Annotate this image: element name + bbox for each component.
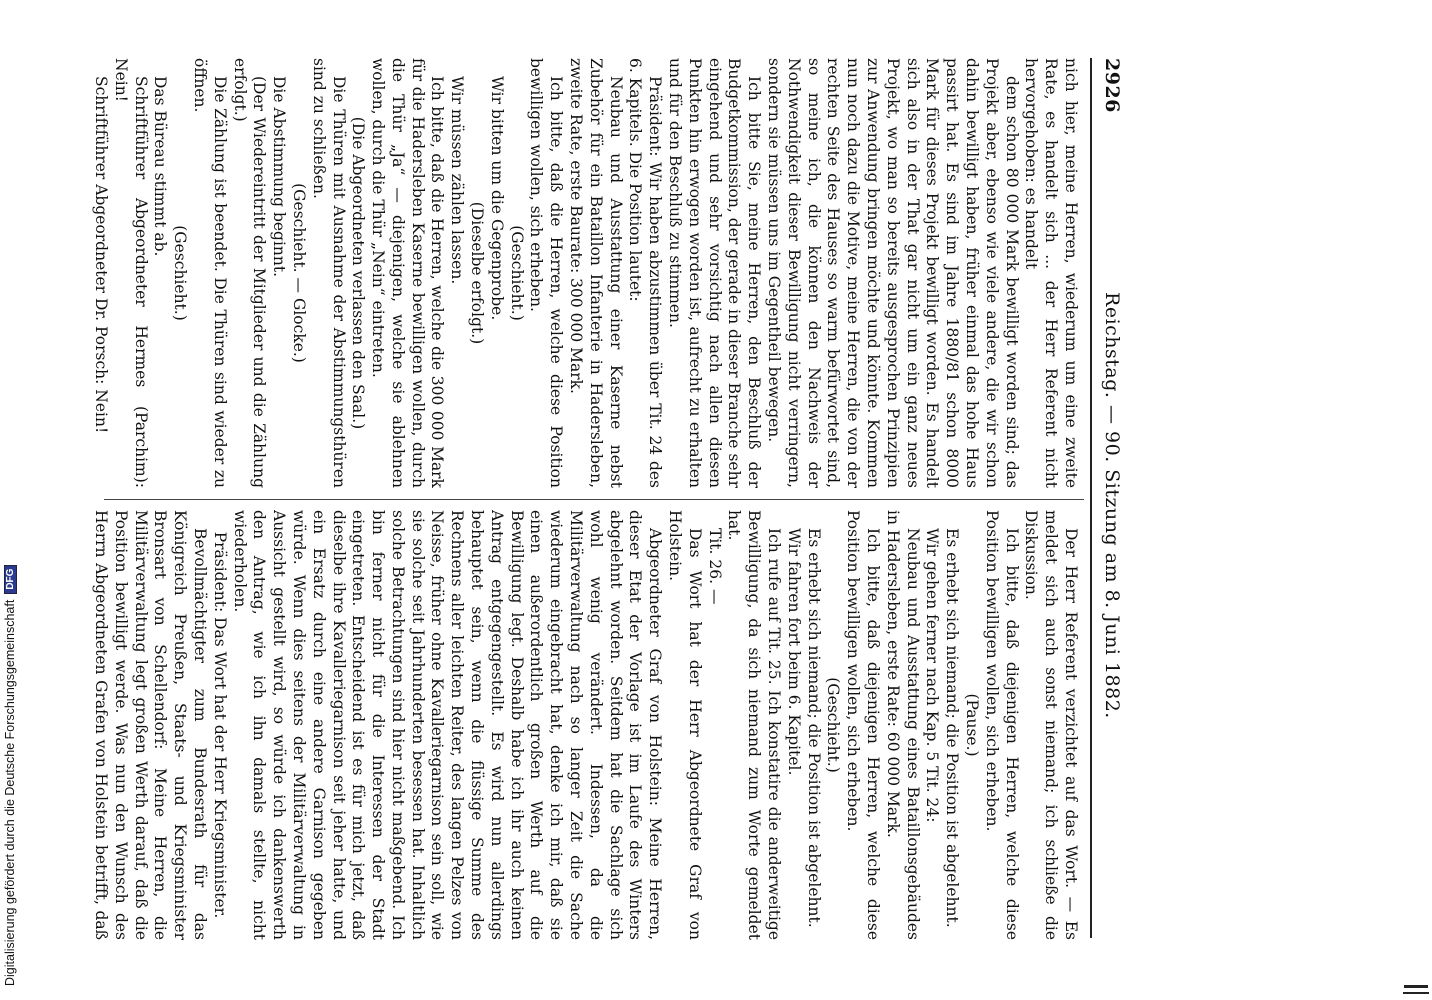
stage-note: (Geschieht.)	[824, 677, 843, 773]
right-column	[90, 510, 1080, 940]
paragraph: Der Herr Referent verzichtet auf das Wort. — Es meldet sich auch sonst niemand; ich schließe die Diskussion.	[1022, 510, 1080, 940]
page-number: 2926	[1101, 58, 1123, 113]
paragraph: Ich bitte, daß die Herren, welche diese Position bewilligen wollen, sich erheben.	[527, 58, 566, 488]
paragraph: Die Abstimmung beginnt.	[270, 76, 289, 278]
left-column	[90, 58, 1080, 488]
running-title: Reichstag. — 90. Sitzung am 8. Juni 1882.	[1101, 292, 1123, 719]
paragraph: Ich bitte, daß die Herren, welche die 300 000 Mark für die Hadersleben Kaserne bewilligen wollen, durch die Thür „Ja“ — diejenigen, welche sie ablehnen wollen, durch die Thür „Nein“ eintreten.	[369, 58, 447, 488]
paragraph: Wir bitten um die Gegenprobe.	[487, 76, 506, 321]
dfg-logo: DFG	[4, 565, 17, 594]
paragraph: Die Zählung ist beendet. Die Thüren sind wieder zu öffnen.	[190, 58, 229, 488]
stage-note: (Geschieht. — Glocke.)	[289, 183, 308, 363]
paragraph: Es erhebt sich niemand; die Position ist abgelehnt.	[804, 528, 823, 928]
paragraph: Tit. 26. —	[705, 528, 724, 605]
stage-note: (Die Abgeordneten verlassen den Saal.)	[349, 116, 368, 430]
column-divider	[104, 499, 1084, 500]
speaker-paragraph: Präsident: Wir haben abzustimmen über Tit. 24 des 6. Kapitels. Die Position lautet:	[626, 58, 665, 488]
quoted-position: Neubau und Ausstattung eines Bataillonsgebäudes in Hadersleben, erste Rate: 60 000 Mark.	[883, 510, 922, 940]
credit-text: Digitalisierung gefördert durch die Deutsche Forschungsgemeinschaft	[3, 599, 17, 986]
stage-note: (Geschieht.)	[507, 225, 526, 321]
page-header	[1090, 58, 1132, 938]
speaker-paragraph: Abgeordneter Graf von Holstein: Meine Herren, dieser Etat der Vorlage ist im Laufe des Winters abgelehnt worden. Seitdem hat die Sachlage sich wohl wenig verändert. Indessen, da die Militärverwaltung nach so langer Zeit die Sache wiederum eingebracht hat, denke ich mir, daß sie einen außerordentlich großen Werth auf die Bewilligung legt. Deshalb habe ich ihr auch keinen Antrag entgegengestellt. Es wird nun allerdings behauptet sein, wenn die flüssige Summe des Rechnens aller leichten Reiter, des langen Pelzes von Neisse, früher ohne Kavalleriegarnison sein soll, wie sie solche seit Jahrhunderten besessen hat. Inhaltlich solche Betrachtungen sind hier nicht maßgebend. Ich bin ferner nicht für die Interessen der Stadt eingetreten. Entscheidend ist es für mich jetzt, daß dieselbe ihre Kavalleriegarnison seit jeher hatte, und ein Ersatz durch eine andere Garnison gegeben würde. Wenn dies seitens der Militärverwaltung in Aussicht gestellt wird, so würde ich dankenswerth den Antrag, wie ich ihn damals stellte, nicht wiederholen.	[230, 510, 665, 940]
stage-note: (Pause.)	[963, 693, 982, 757]
paragraph: Ich rufe auf Tit. 25. Ich konstatire die anderweitige Bewilligung, da sich niemand zum Worte gemeldet hat.	[725, 510, 784, 940]
stage-note: (Geschieht.)	[171, 225, 190, 321]
rotated-scan-page	[82, 58, 1132, 938]
paragraph: Die Thüren mit Ausnahme der Abstimmungsthüren sind zu schließen.	[309, 58, 348, 488]
scan-artifact	[1404, 985, 1428, 988]
scan-artifact	[1403, 992, 1429, 994]
paragraph: (Der Wiedereintritt der Mitglieder und die Zählung erfolgt.)	[230, 58, 269, 488]
paragraph: nich hier, meine Herren, wiederum um eine zweite Rate, es handelt sich ... der Herr Referent nicht hervorgehoben: es handelt	[1022, 58, 1080, 488]
digitization-credit-strip	[0, 0, 22, 1000]
speaker-paragraph: Präsident: Das Wort hat der Herr Kriegsminister.	[210, 531, 229, 919]
vote-line: Schriftführer Abgeordneter Hermes (Parchim): Nein!	[111, 58, 150, 488]
paragraph: Ich bitte, daß diejenigen Herren, welche diese Position bewilligen wollen, sich erheben.	[982, 510, 1021, 940]
paragraph: Das Wort hat der Herr Abgeordnete Graf von Holstein.	[666, 510, 704, 940]
paragraph: Das Büreau stimmt ab.	[151, 76, 170, 257]
paragraph: dem schon 80 000 Mark bewilligt worden sind; das Projekt aber, ebenso wie viele andere, die wir schon dahin bewilligt haben, früher einmal das hohe Haus passirt hat. Es sind im Jahre 1880/81 schon 8000 Mark für dieses Projekt bewilligt worden. Es handelt sich also in der That gar nicht um ein ganz neues Projekt, wo man so bereits ausgesprochen Prinzipien zur Anwendung bringen möchte und könnte. Kommen nun noch dazu die Motive, meine Herren, die von der rechten Seite des Hauses so warm befürwortet sind, so meine ich, die können den Nachweis der Nothwendigkeit dieser Bewilligung nicht verringern, sondern sie müssen uns im Gegentheil bewegen.	[765, 58, 1021, 488]
quoted-position: Neubau und Ausstattung einer Kaserne nebst Zubehör für ein Bataillon Infanterie in Hadersleben, zweite Rate, erste Baurate: 300 000 Mark.	[567, 58, 625, 488]
paragraph: Es erhebt sich niemand; die Position ist abgelehnt.	[943, 528, 962, 928]
paragraph: Ich bitte Sie, meine Herren, den Beschluß der Budgetkommission, der gerade in dieser Branche sehr eingehend und sehr vorsichtig nach allen diesen Punkten hin erwogen worden ist, aufrecht zu erhalten und für den Beschluß zu stimmen.	[666, 58, 764, 488]
digitization-credit	[3, 565, 17, 986]
paragraph: Ich bitte, daß diejenigen Herren, welche diese Position bewilligen wollen, sich erheben.	[844, 510, 883, 940]
stage-note: (Dieselbe erfolgt.)	[468, 201, 487, 345]
paragraph: Wir gehen ferner nach Kap. 5 Tit. 24:	[923, 528, 942, 823]
speaker-paragraph: Bevollmächtigter zum Bundesrath für das Königreich Preußen, Staats- und Kriegsminister Bronsart von Schellendorf: Meine Herren, die Militärverwaltung legt großen Werth darauf, daß die Position bewilligt werde. Was nun den Wunsch des Herrn Abgeordneten Grafen von Holstein betrifft, daß	[91, 510, 209, 940]
vote-line: Schriftführer Abgeordneter Dr. Porsch: Nein!	[91, 76, 110, 434]
paragraph: Wir fahren fort beim 6. Kapitel.	[784, 528, 803, 776]
paragraph: Wir müssen zählen lassen.	[448, 76, 467, 285]
